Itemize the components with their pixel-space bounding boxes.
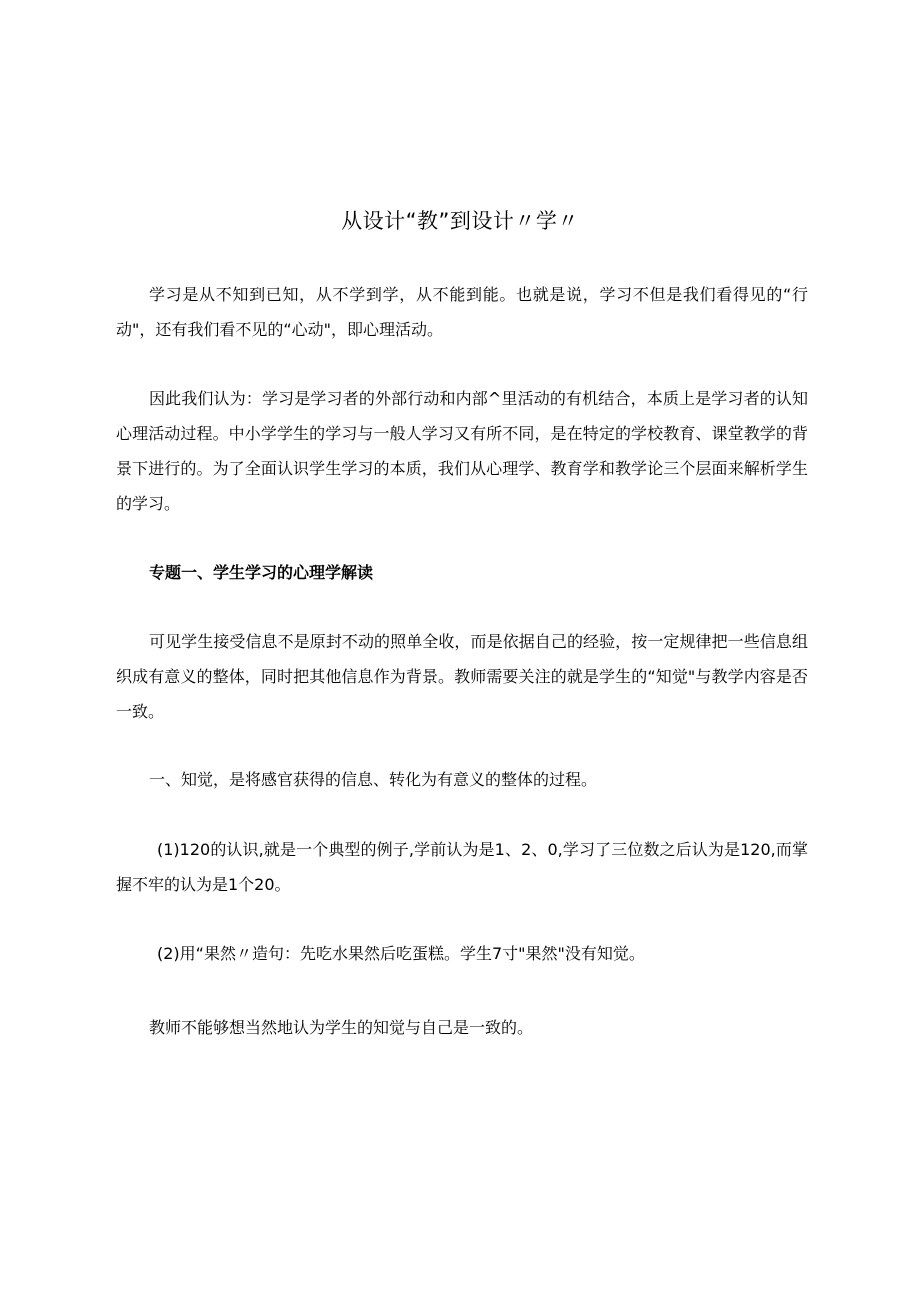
section-heading-psychology: 专题一、学生学习的心理学解读 bbox=[149, 563, 374, 582]
paragraph-learning-definition: 学习是从不知到已知，从不学到学，从不能到能。也就是说，学习不但是我们看得见的“行动"，还有我们看不见的“心动"，即心理活动。 bbox=[116, 285, 808, 339]
paragraph-example-guoran: (2)用“果然〃造句：先吃水果然后吃蛋糕。学生7寸"果然"没有知觉。 bbox=[157, 944, 645, 963]
paragraph-perception-definition: 一、知觉，是将感官获得的信息、转化为有意义的整体的过程。 bbox=[149, 770, 598, 789]
paragraph-example-120: (1)120的认识,就是一个典型的例子,学前认为是1、2、0,学习了三位数之后认为是120,而掌握不牢的认为是1个20。 bbox=[116, 840, 808, 894]
document-title: 从设计“教”到设计〃学〃 bbox=[341, 209, 579, 233]
paragraph-learning-nature: 因此我们认为：学习是学习者的外部行动和内部^里活动的有机结合，本质上是学习者的认知心理活动过程。中小学学生的学习与一般人学习又有所不同，是在特定的学校教育、课堂教学的背景下进行的。为了全面认识学生学习的本质，我们从心理学、教育学和教学论三个层面来解析学生的学习。 bbox=[116, 389, 808, 513]
paragraph-information-perception: 可见学生接受信息不是原封不动的照单全收，而是依据自己的经验，按一定规律把一些信息组织成有意义的整体，同时把其他信息作为背景。教师需要关注的就是学生的“知觉"与教学内容是否一致。 bbox=[116, 632, 808, 721]
paragraph-teacher-conclusion: 教师不能够想当然地认为学生的知觉与自己是一致的。 bbox=[149, 1018, 534, 1037]
